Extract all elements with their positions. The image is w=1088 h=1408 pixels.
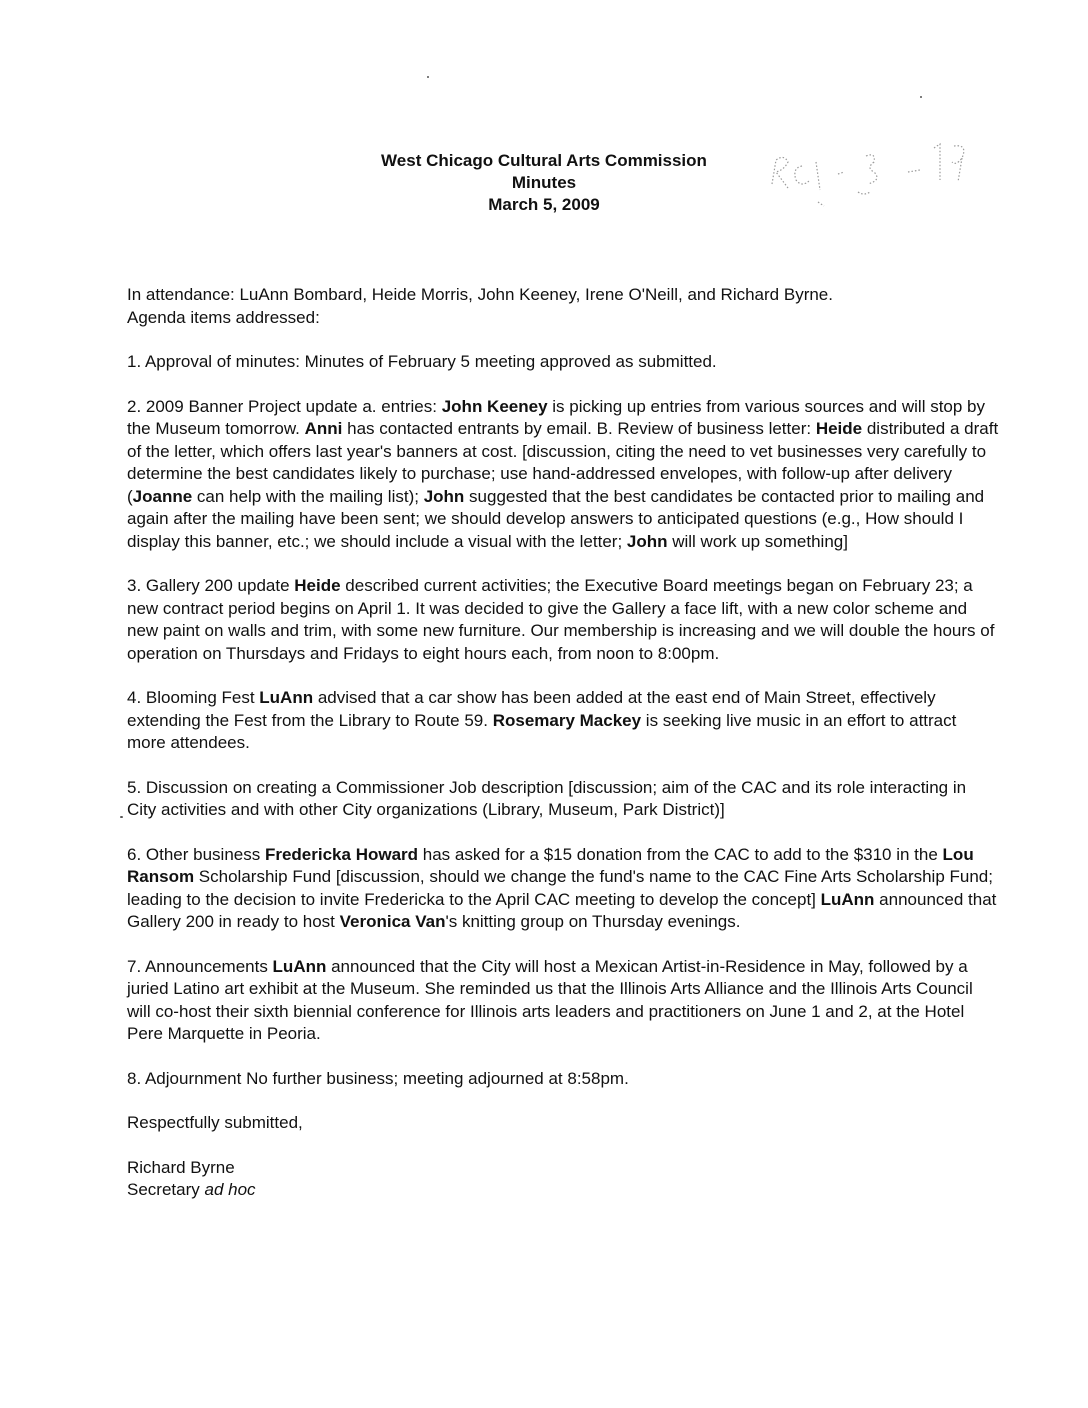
agenda-item-2 <box>127 396 999 554</box>
scan-speck <box>427 76 429 78</box>
item-text: suggested that the best candidates be contacted prior to mailing and again after the mailing have been sent; we should develop answers to anticipated questions (e.g., How should I display this banner, etc.; we should include a visual with the letter; <box>127 486 985 551</box>
person-name: Heide <box>294 576 341 595</box>
item-text: is picking up entries from various sources and will stop by the Museum tomorrow. <box>127 396 985 438</box>
attendance-line: In attendance: LuAnn Bombard, Heide Morris, John Keeney, Irene O'Neill, and Richard Byrne. <box>127 285 833 304</box>
person-name: Fredericka Howard <box>264 844 419 864</box>
item-text: announced that Gallery 200 in ready to host <box>127 889 997 931</box>
agenda-item-5 <box>127 777 999 822</box>
scan-speck <box>920 96 922 98</box>
signature-block <box>127 1157 999 1202</box>
item-text: 's knitting group on Thursday evenings. <box>445 912 741 931</box>
person-name: LuAnn <box>820 889 875 909</box>
signer-title-prefix: Secretary <box>127 1180 205 1199</box>
attendance-paragraph <box>127 284 999 329</box>
item-text: 2. 2009 Banner Project update a. entries: <box>127 396 442 416</box>
agenda-item-7 <box>127 956 999 1046</box>
person-name: LuAnn <box>272 956 327 976</box>
item-text: 6. Other business <box>127 844 265 864</box>
item-text: 5. Discussion on creating a Commissioner Job description [discussion; aim of the CAC and its role interacting in City activities and with other City organizations (Library, Museum, Park District)] <box>127 777 967 819</box>
signer-title <box>127 1179 999 1202</box>
item-text: can help with the mailing list); <box>192 486 424 506</box>
agenda-item-1 <box>127 351 999 374</box>
item-text: 3. Gallery 200 update <box>127 576 295 595</box>
document-type: Minutes <box>511 173 577 192</box>
item-text: will work up something] <box>667 531 848 551</box>
person-name: Anni <box>304 419 343 438</box>
meeting-date: March 5, 2009 <box>488 195 600 214</box>
item-text: has contacted entrants by email. B. Review of business letter: <box>342 419 816 438</box>
person-name: John <box>626 531 668 551</box>
person-name: Rosemary Mackey <box>492 710 642 730</box>
signer-name: Richard Byrne <box>127 1157 235 1177</box>
person-name: Joanne <box>132 486 193 506</box>
agenda-item-4 <box>127 687 999 755</box>
document-header <box>300 150 788 216</box>
agenda-line: Agenda items addressed: <box>127 307 320 327</box>
scan-speck <box>120 816 123 818</box>
person-name: John <box>423 486 465 506</box>
handwritten-received-stamp <box>758 122 978 222</box>
item-text: described current activities; the Executive Board meetings began on February 23; a new contract period begins on April 1. It was decided to give the Gallery a face lift, with a new color scheme and new paint on walls and trim, with some new furniture. Our membership is increasing and we will double the hours of operation on Thursdays and Fridays to eight hours each, from noon to 8:00pm. <box>127 576 995 663</box>
organization-name: West Chicago Cultural Arts Commission <box>381 151 707 170</box>
item-text: 1. Approval of minutes: Minutes of February 5 meeting approved as submitted. <box>127 352 717 371</box>
signer-title-italic: ad hoc <box>204 1180 256 1199</box>
item-text: has asked for a $15 donation from the CAC to add to the $310 in the <box>418 844 943 864</box>
item-text: announced that the City will host a Mexican Artist-in-Residence in May, followed by a juried Latino art exhibit at the Museum. She reminded us that the Illinois Arts Alliance and the Illinois Arts Council will co-host their sixth biennial conference for Illinois arts leaders and practitioners on June 1 and 2, at the Hotel Pere Marquette in Peoria. <box>127 956 973 1043</box>
person-name: Veronica Van <box>339 912 446 931</box>
person-name: Lou Ransom <box>127 844 974 886</box>
item-text: distributed a draft of the letter, which offers last year's banners at cost. [discussion, citing the need to vet businesses very carefully to determine the best candidates likely to purchase; use hand-addressed envelopes, with follow-up after delivery ( <box>127 419 999 506</box>
closing-salutation: Respectfully submitted, <box>127 1113 303 1132</box>
person-name: John Keeney <box>441 396 548 416</box>
item-text: 7. Announcements <box>127 956 273 976</box>
agenda-item-3 <box>127 575 999 665</box>
person-name: LuAnn <box>259 688 314 707</box>
agenda-item-6 <box>127 844 999 934</box>
minutes-body <box>127 284 999 1202</box>
person-name: Heide <box>815 419 863 438</box>
item-text: 8. Adjournment No further business; meeting adjourned at 8:58pm. <box>127 1068 629 1088</box>
agenda-item-8 <box>127 1068 999 1091</box>
item-text: 4. Blooming Fest <box>127 688 260 707</box>
item-text: is seeking live music in an effort to attract more attendees. <box>127 710 957 752</box>
item-text: advised that a car show has been added at the east end of Main Street, effectively extending the Fest from the Library to Route 59. <box>127 688 936 730</box>
item-text: Scholarship Fund [discussion, should we change the fund's name to the CAC Fine Arts Scholarship Fund; leading to the decision to invite Fredericka to the April CAC meeting to develop the concept] <box>127 867 993 909</box>
